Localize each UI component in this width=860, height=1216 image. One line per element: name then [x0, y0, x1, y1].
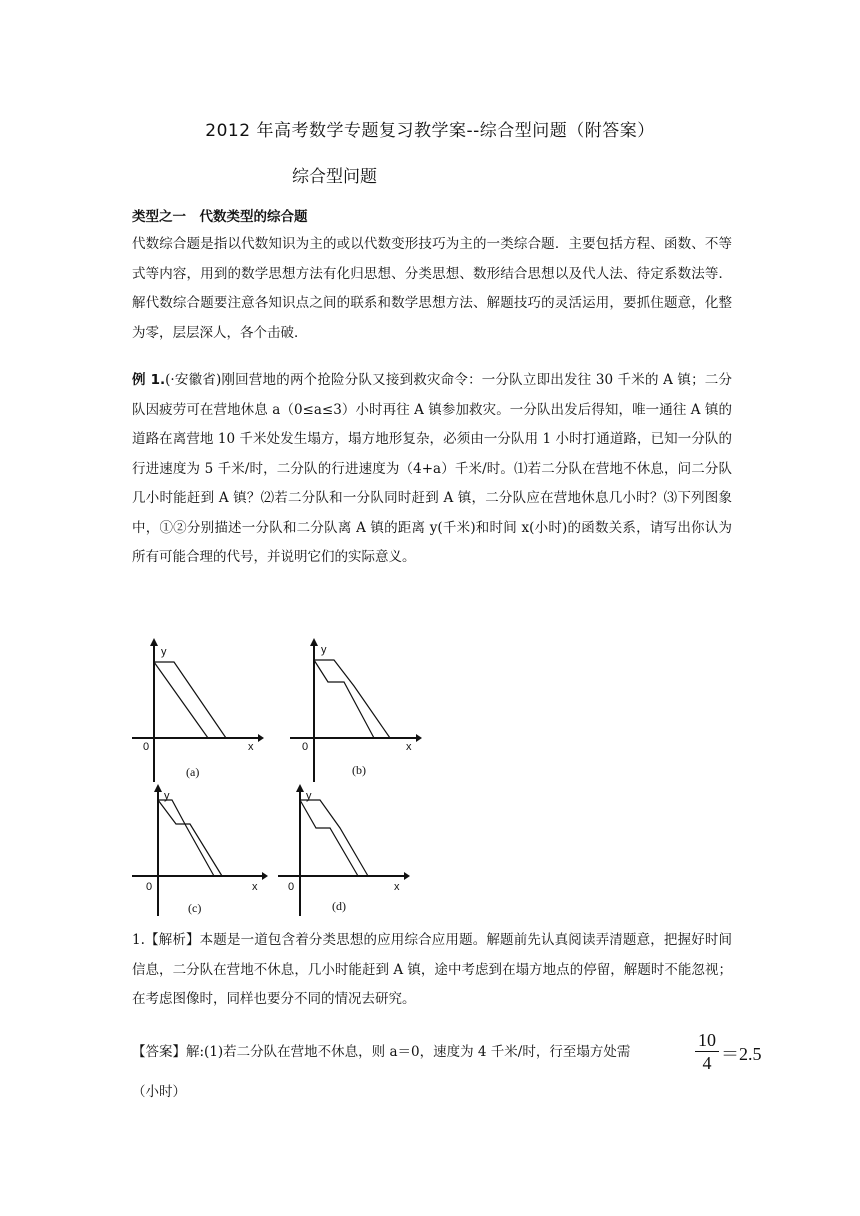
- graph-d: [276, 782, 416, 922]
- graph-c-caption: (c): [188, 901, 202, 915]
- intro-paragraph: 代数综合题是指以代数知识为主的或以代数变形技巧为主的一类综合题．主要包括方程、函数、不等式等内容，用到的数学思想方法有化归思想、分类思想、数形结合思想以及代人法、待定系数法等．解代数综合题要注意各知识点之间的联系和数学思想方法、解题技巧的灵活运用，要抓住题意，化整为零，层层深人，各个击破．: [132, 236, 732, 341]
- graph-b-caption: (b): [352, 763, 366, 777]
- graph-d-origin: 0: [288, 881, 295, 893]
- example-label: 例 1.: [132, 372, 166, 388]
- section-heading: 类型之一 代数类型的综合题: [132, 209, 308, 225]
- graph-b: [288, 636, 423, 786]
- graph-a-caption: (a): [186, 765, 200, 779]
- analysis-label: 1.【解析】: [132, 932, 200, 948]
- answer-text: 解:(1)若二分队在营地不休息，则 a＝0，速度为 4 千米/时，行至塌方处需: [186, 1044, 631, 1060]
- fraction-numerator: 10: [698, 1030, 716, 1050]
- graph-d-caption: (d): [332, 899, 346, 913]
- document-title: 2012 年高考数学专题复习教学案--综合型问题（附答案）: [205, 121, 655, 141]
- graph-b-x-label: x: [406, 741, 412, 753]
- graph-c-origin: 0: [146, 881, 153, 893]
- graph-a-x-label: x: [248, 741, 254, 753]
- graph-a-origin: 0: [143, 741, 150, 753]
- fraction-bar: [695, 1051, 719, 1052]
- graph-a: [130, 636, 265, 786]
- analysis-paragraph: [132, 926, 732, 1015]
- graph-c: [130, 782, 270, 922]
- document-subtitle: 综合型问题: [292, 167, 377, 187]
- analysis-text: 本题是一道包含着分类思想的应用综合应用题。解题前先认真阅读弄清题意，把握好时间信息，二分队在营地不休息，几小时能赶到 A 镇，途中考虑到在塌方地点的停留，解题时不能忽视；在考虑图像时，同样也要分不同的情况去研究。: [132, 932, 732, 1007]
- unit-hours: （小时）: [132, 1084, 186, 1100]
- example-text: (·安徽省)刚回营地的两个抢险分队又接到救灾命令：一分队立即出发往 30 千米的 A 镇；二分队因疲劳可在营地休息 a（0≤a≤3）小时再往 A 镇参加救灾。一分队出发后得知，唯一通往 A 镇的道路在离营地 10 千米处发生塌方，塌方地形复杂，必须由一分队用 1 小时打通道路，已知一分队的行进速度为 5 千米/时，二分队的行进速度为（4+a）千米/时。⑴若二分队在营地不休息，问二分队几小时能赶到 A 镇？⑵若二分队和一分队同时赶到 A 镇，二分队应在营地休息几小时？⑶下列图象中，①②分别描述一分队和二分队离 A 镇的距离 y(千米)和时间 x(小时)的函数关系，请写出你认为所有可能合理的代号，并说明它们的实际意义。: [132, 372, 732, 565]
- fraction-result: ＝2.5: [721, 1044, 762, 1064]
- graph-d-y-label: y: [306, 790, 312, 802]
- graph-a-y-label: y: [161, 646, 167, 658]
- example-paragraph: [132, 366, 732, 573]
- graph-b-origin: 0: [302, 741, 309, 753]
- answer-paragraph: [132, 1038, 692, 1068]
- graph-d-x-label: x: [394, 881, 400, 893]
- graph-c-x-label: x: [252, 881, 258, 893]
- fraction: [693, 1030, 721, 1073]
- answer-label: 【答案】: [132, 1044, 186, 1060]
- fraction-denominator: 4: [702, 1053, 712, 1073]
- graph-b-y-label: y: [321, 644, 327, 656]
- graph-c-y-label: y: [164, 790, 170, 802]
